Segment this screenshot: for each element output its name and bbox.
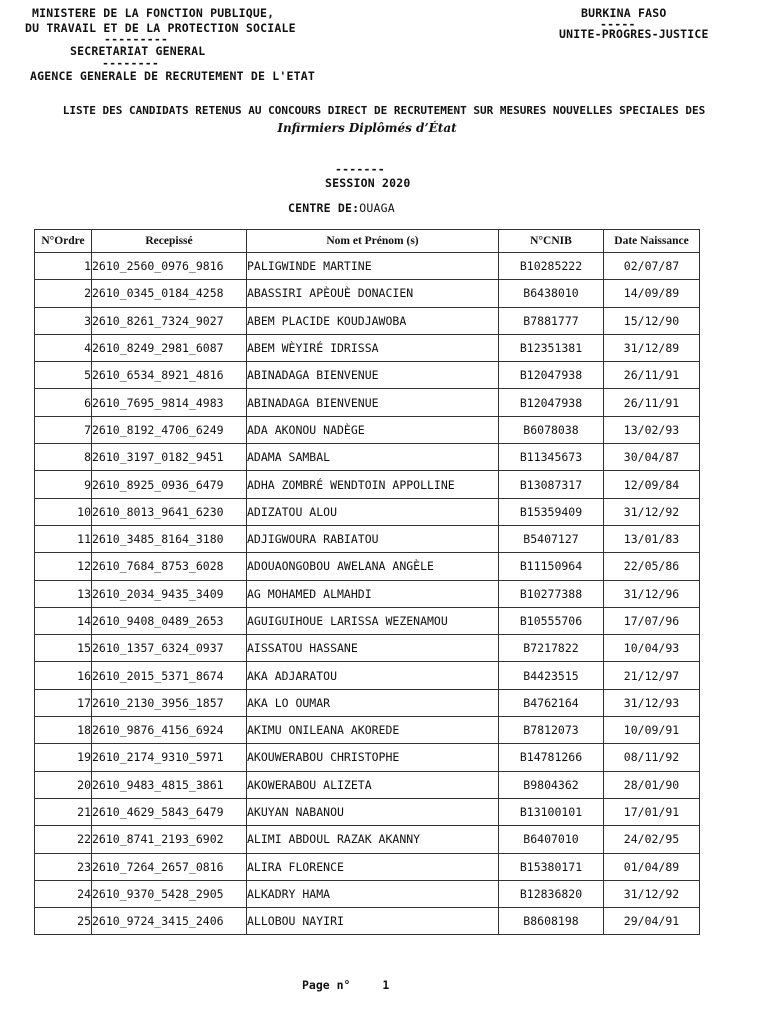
cell-recepisse: 2610_2130_3956_1857 — [92, 689, 247, 716]
cell-date: 13/02/93 — [604, 416, 700, 443]
table-row — [35, 744, 700, 771]
cell-recepisse: 2610_1357_6324_0937 — [92, 635, 247, 662]
cell-cnib: B11150964 — [499, 553, 604, 580]
header-cnib: N°CNIB — [499, 230, 604, 253]
table-row — [35, 498, 700, 525]
cell-cnib: B12836820 — [499, 880, 604, 907]
table-row — [35, 880, 700, 907]
cell-ordre: 21 — [35, 798, 92, 825]
cell-cnib: B9804362 — [499, 771, 604, 798]
header-date: Date Naissance — [604, 230, 700, 253]
table-row — [35, 389, 700, 416]
cell-nom: ADAMA SAMBAL — [247, 444, 499, 471]
table-row — [35, 607, 700, 634]
cell-cnib: B8608198 — [499, 908, 604, 935]
cell-cnib: B4423515 — [499, 662, 604, 689]
cell-date: 17/01/91 — [604, 798, 700, 825]
cell-nom: AKUYAN NABANOU — [247, 798, 499, 825]
cell-nom: ABASSIRI APÈOUÈ DONACIEN — [247, 280, 499, 307]
cell-date: 30/04/87 — [604, 444, 700, 471]
table-row — [35, 798, 700, 825]
ministry-line-2: DU TRAVAIL ET DE LA PROTECTION SOCIALE — [25, 21, 296, 35]
cell-ordre: 4 — [35, 334, 92, 361]
table-row — [35, 362, 700, 389]
cell-cnib: B15380171 — [499, 853, 604, 880]
cell-cnib: B6438010 — [499, 280, 604, 307]
table-row — [35, 444, 700, 471]
cell-recepisse: 2610_9876_4156_6924 — [92, 717, 247, 744]
cell-ordre: 14 — [35, 607, 92, 634]
cell-ordre: 2 — [35, 280, 92, 307]
cell-nom: AG MOHAMED ALMAHDI — [247, 580, 499, 607]
cell-cnib: B10555706 — [499, 607, 604, 634]
cell-nom: ABINADAGA BIENVENUE — [247, 362, 499, 389]
cell-recepisse: 2610_0345_0184_4258 — [92, 280, 247, 307]
cell-ordre: 25 — [35, 908, 92, 935]
cell-nom: AKOUWERABOU CHRISTOPHE — [247, 744, 499, 771]
cell-date: 28/01/90 — [604, 771, 700, 798]
cell-nom: ALIMI ABDOUL RAZAK AKANNY — [247, 826, 499, 853]
cell-ordre: 9 — [35, 471, 92, 498]
page-number: 1 — [382, 978, 390, 992]
cell-recepisse: 2610_8925_0936_6479 — [92, 471, 247, 498]
cell-cnib: B12351381 — [499, 334, 604, 361]
cell-cnib: B6078038 — [499, 416, 604, 443]
session-label: SESSION 2020 — [325, 176, 411, 190]
agency-line: AGENCE GENERALE DE RECRUTEMENT DE L'ETAT — [30, 69, 315, 83]
cell-cnib: B12047938 — [499, 362, 604, 389]
cell-nom: AKA LO OUMAR — [247, 689, 499, 716]
cell-date: 15/12/90 — [604, 307, 700, 334]
cell-cnib: B15359409 — [499, 498, 604, 525]
table-row — [35, 853, 700, 880]
cell-date: 10/09/91 — [604, 717, 700, 744]
cell-nom: ABEM PLACIDE KOUDJAWOBA — [247, 307, 499, 334]
cell-recepisse: 2610_9483_4815_3861 — [92, 771, 247, 798]
cell-cnib: B13087317 — [499, 471, 604, 498]
session-rule: ------- — [335, 162, 385, 176]
table-row — [35, 635, 700, 662]
cell-date: 14/09/89 — [604, 280, 700, 307]
table-row — [35, 280, 700, 307]
list-title: LISTE DES CANDIDATS RETENUS AU CONCOURS DIRECT DE RECRUTEMENT SUR MESURES NOUVELLES SPECIALES DES — [62, 104, 706, 117]
cell-date: 17/07/96 — [604, 607, 700, 634]
cell-nom: PALIGWINDE MARTINE — [247, 253, 499, 280]
cell-recepisse: 2610_3485_8164_3180 — [92, 525, 247, 552]
table-row — [35, 307, 700, 334]
cell-recepisse: 2610_7264_2657_0816 — [92, 853, 247, 880]
cell-cnib: B7217822 — [499, 635, 604, 662]
cell-nom: AKIMU ONILEANA AKOREDE — [247, 717, 499, 744]
cell-ordre: 3 — [35, 307, 92, 334]
cell-date: 13/01/83 — [604, 525, 700, 552]
cell-cnib: B10285222 — [499, 253, 604, 280]
table-row — [35, 580, 700, 607]
cell-date: 26/11/91 — [604, 389, 700, 416]
table-row — [35, 253, 700, 280]
cell-ordre: 6 — [35, 389, 92, 416]
table-row — [35, 553, 700, 580]
cell-ordre: 1 — [35, 253, 92, 280]
cell-nom: ADJIGWOURA RABIATOU — [247, 525, 499, 552]
cell-ordre: 19 — [35, 744, 92, 771]
country-rule: ----- — [600, 17, 636, 31]
header-nom: Nom et Prénom (s) — [247, 230, 499, 253]
cell-ordre: 15 — [35, 635, 92, 662]
cell-nom: AGUIGUIHOUE LARISSA WEZENAMOU — [247, 607, 499, 634]
cell-nom: ADHA ZOMBRÉ WENDTOIN APPOLLINE — [247, 471, 499, 498]
cell-nom: AKA ADJARATOU — [247, 662, 499, 689]
cell-cnib: B7881777 — [499, 307, 604, 334]
candidates-table — [34, 229, 700, 935]
cell-date: 31/12/92 — [604, 880, 700, 907]
cell-nom: ABEM WÈYIRÉ IDRISSA — [247, 334, 499, 361]
header-recepisse: Recepissé — [92, 230, 247, 253]
cell-ordre: 23 — [35, 853, 92, 880]
cell-recepisse: 2610_7695_9814_4983 — [92, 389, 247, 416]
cell-nom: ADOUAONGOBOU AWELANA ANGÈLE — [247, 553, 499, 580]
cell-nom: ABINADAGA BIENVENUE — [247, 389, 499, 416]
cell-recepisse: 2610_8249_2981_6087 — [92, 334, 247, 361]
cell-date: 31/12/89 — [604, 334, 700, 361]
centre-value: OUAGA — [359, 201, 395, 215]
cell-recepisse: 2610_8261_7324_9027 — [92, 307, 247, 334]
page-footer — [302, 978, 389, 992]
cell-recepisse: 2610_8013_9641_6230 — [92, 498, 247, 525]
cell-cnib: B11345673 — [499, 444, 604, 471]
cell-recepisse: 2610_8741_2193_6902 — [92, 826, 247, 853]
cell-ordre: 10 — [35, 498, 92, 525]
cell-cnib: B10277388 — [499, 580, 604, 607]
table-row — [35, 525, 700, 552]
cell-nom: ALLOBOU NAYIRI — [247, 908, 499, 935]
ministry-line-1: MINISTERE DE LA FONCTION PUBLIQUE, — [32, 6, 275, 20]
cell-cnib: B13100101 — [499, 798, 604, 825]
cell-ordre: 12 — [35, 553, 92, 580]
table-row — [35, 662, 700, 689]
cell-recepisse: 2610_6534_8921_4816 — [92, 362, 247, 389]
cell-recepisse: 2610_8192_4706_6249 — [92, 416, 247, 443]
cell-ordre: 13 — [35, 580, 92, 607]
table-row — [35, 771, 700, 798]
cell-date: 31/12/92 — [604, 498, 700, 525]
cell-date: 21/12/97 — [604, 662, 700, 689]
cell-recepisse: 2610_2560_0976_9816 — [92, 253, 247, 280]
country-motto: UNITE-PROGRES-JUSTICE — [559, 27, 709, 41]
cell-ordre: 7 — [35, 416, 92, 443]
cell-recepisse: 2610_7684_8753_6028 — [92, 553, 247, 580]
centre-label: CENTRE DE: — [288, 201, 360, 215]
cell-date: 29/04/91 — [604, 908, 700, 935]
cell-date: 31/12/96 — [604, 580, 700, 607]
cell-date: 12/09/84 — [604, 471, 700, 498]
country-name: BURKINA FASO — [581, 6, 667, 20]
cell-recepisse: 2610_3197_0182_9451 — [92, 444, 247, 471]
cell-nom: ALIRA FLORENCE — [247, 853, 499, 880]
cell-date: 01/04/89 — [604, 853, 700, 880]
cell-ordre: 20 — [35, 771, 92, 798]
table-row — [35, 689, 700, 716]
cell-cnib: B6407010 — [499, 826, 604, 853]
table-row — [35, 717, 700, 744]
table-row — [35, 416, 700, 443]
secretariat-line: SECRETARIAT GENERAL — [70, 44, 206, 58]
table-row — [35, 826, 700, 853]
cell-recepisse: 2610_9370_5428_2905 — [92, 880, 247, 907]
cell-date: 31/12/93 — [604, 689, 700, 716]
cell-ordre: 24 — [35, 880, 92, 907]
header-ordre: N°Ordre — [35, 230, 92, 253]
cell-ordre: 16 — [35, 662, 92, 689]
cell-ordre: 18 — [35, 717, 92, 744]
page-label: Page n° — [302, 978, 351, 992]
cell-nom: AISSATOU HASSANE — [247, 635, 499, 662]
cell-ordre: 8 — [35, 444, 92, 471]
cell-recepisse: 2610_9408_0489_2653 — [92, 607, 247, 634]
cell-nom: AKOWERABOU ALIZETA — [247, 771, 499, 798]
cell-nom: ADIZATOU ALOU — [247, 498, 499, 525]
cell-date: 02/07/87 — [604, 253, 700, 280]
cell-date: 08/11/92 — [604, 744, 700, 771]
cell-ordre: 17 — [35, 689, 92, 716]
cell-cnib: B14781266 — [499, 744, 604, 771]
cell-recepisse: 2610_9724_3415_2406 — [92, 908, 247, 935]
list-subtitle: Infirmiers Diplômés d’État — [277, 121, 457, 135]
ministry-rule-2: -------- — [102, 56, 159, 70]
cell-recepisse: 2610_2015_5371_8674 — [92, 662, 247, 689]
cell-date: 10/04/93 — [604, 635, 700, 662]
cell-ordre: 5 — [35, 362, 92, 389]
table-header-row — [35, 230, 700, 253]
centre-line — [288, 201, 395, 215]
cell-cnib: B12047938 — [499, 389, 604, 416]
cell-nom: ADA AKONOU NADÈGE — [247, 416, 499, 443]
cell-date: 26/11/91 — [604, 362, 700, 389]
table-row — [35, 334, 700, 361]
cell-ordre: 11 — [35, 525, 92, 552]
table-row — [35, 471, 700, 498]
cell-date: 24/02/95 — [604, 826, 700, 853]
cell-recepisse: 2610_2174_9310_5971 — [92, 744, 247, 771]
cell-ordre: 22 — [35, 826, 92, 853]
cell-nom: ALKADRY HAMA — [247, 880, 499, 907]
ministry-rule-1: --------- — [104, 32, 169, 46]
cell-cnib: B4762164 — [499, 689, 604, 716]
cell-cnib: B5407127 — [499, 525, 604, 552]
cell-cnib: B7812073 — [499, 717, 604, 744]
cell-recepisse: 2610_2034_9435_3409 — [92, 580, 247, 607]
table-row — [35, 908, 700, 935]
cell-recepisse: 2610_4629_5843_6479 — [92, 798, 247, 825]
cell-date: 22/05/86 — [604, 553, 700, 580]
